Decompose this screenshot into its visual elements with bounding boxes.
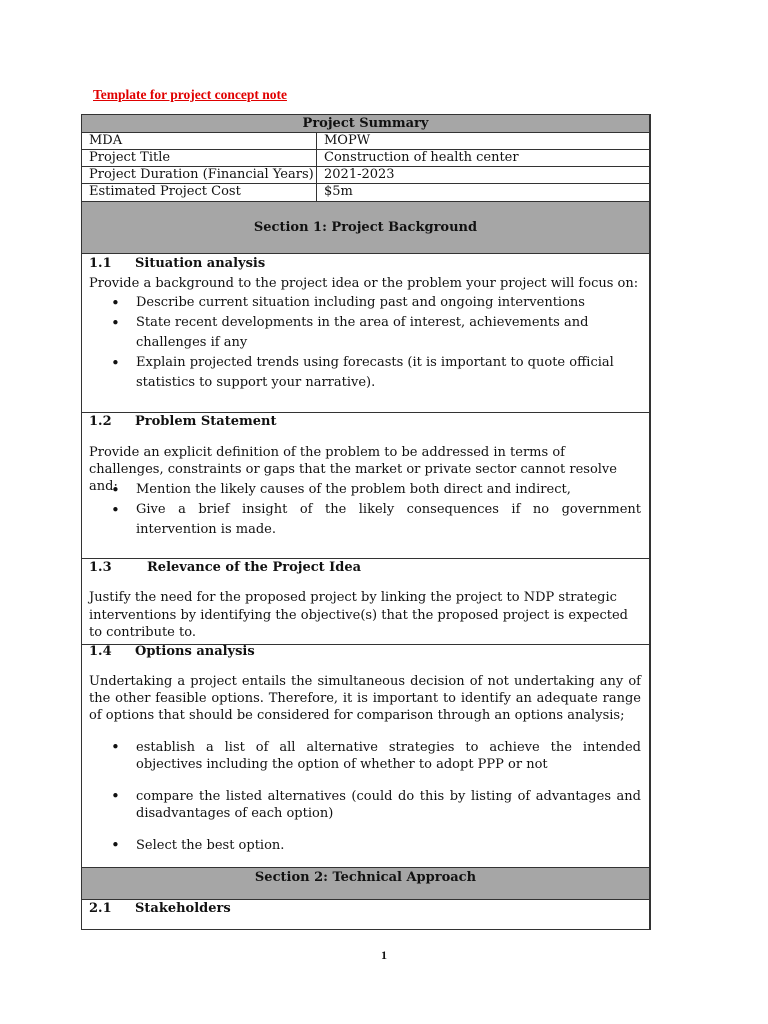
page-number: 1 [381,948,387,962]
section-heading-text: Relevance of the Project Idea [147,560,362,575]
section-heading [89,413,276,431]
summary-row-mda [82,132,649,149]
list-item: • Select the best option. [89,837,641,854]
project-summary-header [82,115,649,132]
options-list [89,739,641,854]
section-1-1-situation-analysis [82,253,649,412]
section-number: 1.4 [89,644,112,659]
summary-row-duration [82,166,649,183]
bullet-list [89,480,641,540]
section-heading-text: Stakeholders [135,901,231,916]
section-2-title: Section 2: Technical Approach [254,870,477,885]
section-1-3-relevance [82,558,649,644]
section-1-4-options-analysis [82,644,649,867]
summary-value: Construction of health center [324,150,519,165]
section-body [89,274,641,393]
section-number: 1.3 [89,560,112,575]
summary-label: MDA [89,133,123,148]
summary-label: Project Duration (Financial Years) [89,167,314,182]
list-item: • establish a list of all alternative strategies to achieve the intended objectives including the option of whether to adopt PPP or not [89,739,641,773]
list-item: • Mention the likely causes of the problem both direct and indirect, [89,480,641,500]
section-1-header [82,201,649,253]
section-number: 1.2 [89,414,112,429]
summary-value: $5m [324,184,353,199]
section-intro: Provide a background to the project idea or the problem your project will focus on: [89,276,639,291]
section-1-2-problem-statement [82,412,649,558]
section-body: Justify the need for the proposed project by linking the project to NDP strategic interventions by identifying the objective(s) that the proposed project is expected to contribute to. [89,590,628,640]
section-number: 2.1 [89,901,112,916]
column-divider [316,184,317,201]
section-1-title: Section 1: Project Background [253,220,478,235]
section-heading [89,643,255,661]
summary-value: 2021-2023 [324,167,395,182]
summary-row-project-title [82,149,649,166]
concept-note-table [81,114,651,930]
section-heading [89,255,265,273]
section-heading [89,900,231,918]
bullet-list [89,739,641,854]
column-divider [316,167,317,183]
list-item: • State recent developments in the area of interest, achievements and challenges if any [89,313,641,353]
column-divider [316,133,317,149]
summary-label: Project Title [89,150,171,165]
section-body [89,480,641,540]
section-heading-text: Situation analysis [135,256,266,271]
section-intro: Provide an explicit definition of the problem to be addressed in terms of challenges, constraints or gaps that the market or private sector cannot resolve and: [89,445,617,494]
list-item: • Describe current situation including past and ongoing interventions [89,293,641,313]
bullet-list [89,293,641,393]
document-title: Template for project concept note [93,87,287,102]
summary-row-cost [82,183,649,201]
section-number: 1.1 [89,256,112,271]
column-divider [316,150,317,166]
list-item: • compare the listed alternatives (could do this by listing of advantages and disadvantages of each option) [89,788,641,822]
summary-label: Estimated Project Cost [89,184,241,199]
section-2-header [82,867,649,899]
project-summary-title: Project Summary [302,116,429,131]
section-heading-text: Problem Statement [135,414,277,429]
section-heading [89,559,361,577]
summary-value: MOPW [324,133,371,148]
section-2-1-stakeholders [82,899,649,930]
list-item: • Explain projected trends using forecasts (it is important to quote official statistics to support your narrative). [89,353,641,393]
list-item: • Give a brief insight of the likely consequences if no government intervention is made. [89,500,641,540]
section-heading-text: Options analysis [135,644,255,659]
section-body: Undertaking a project entails the simultaneous decision of not undertaking any of the other feasible options. Therefore, it is important to identify an adequate range of options that should be considered for comparison through an options analysis; [89,674,641,723]
